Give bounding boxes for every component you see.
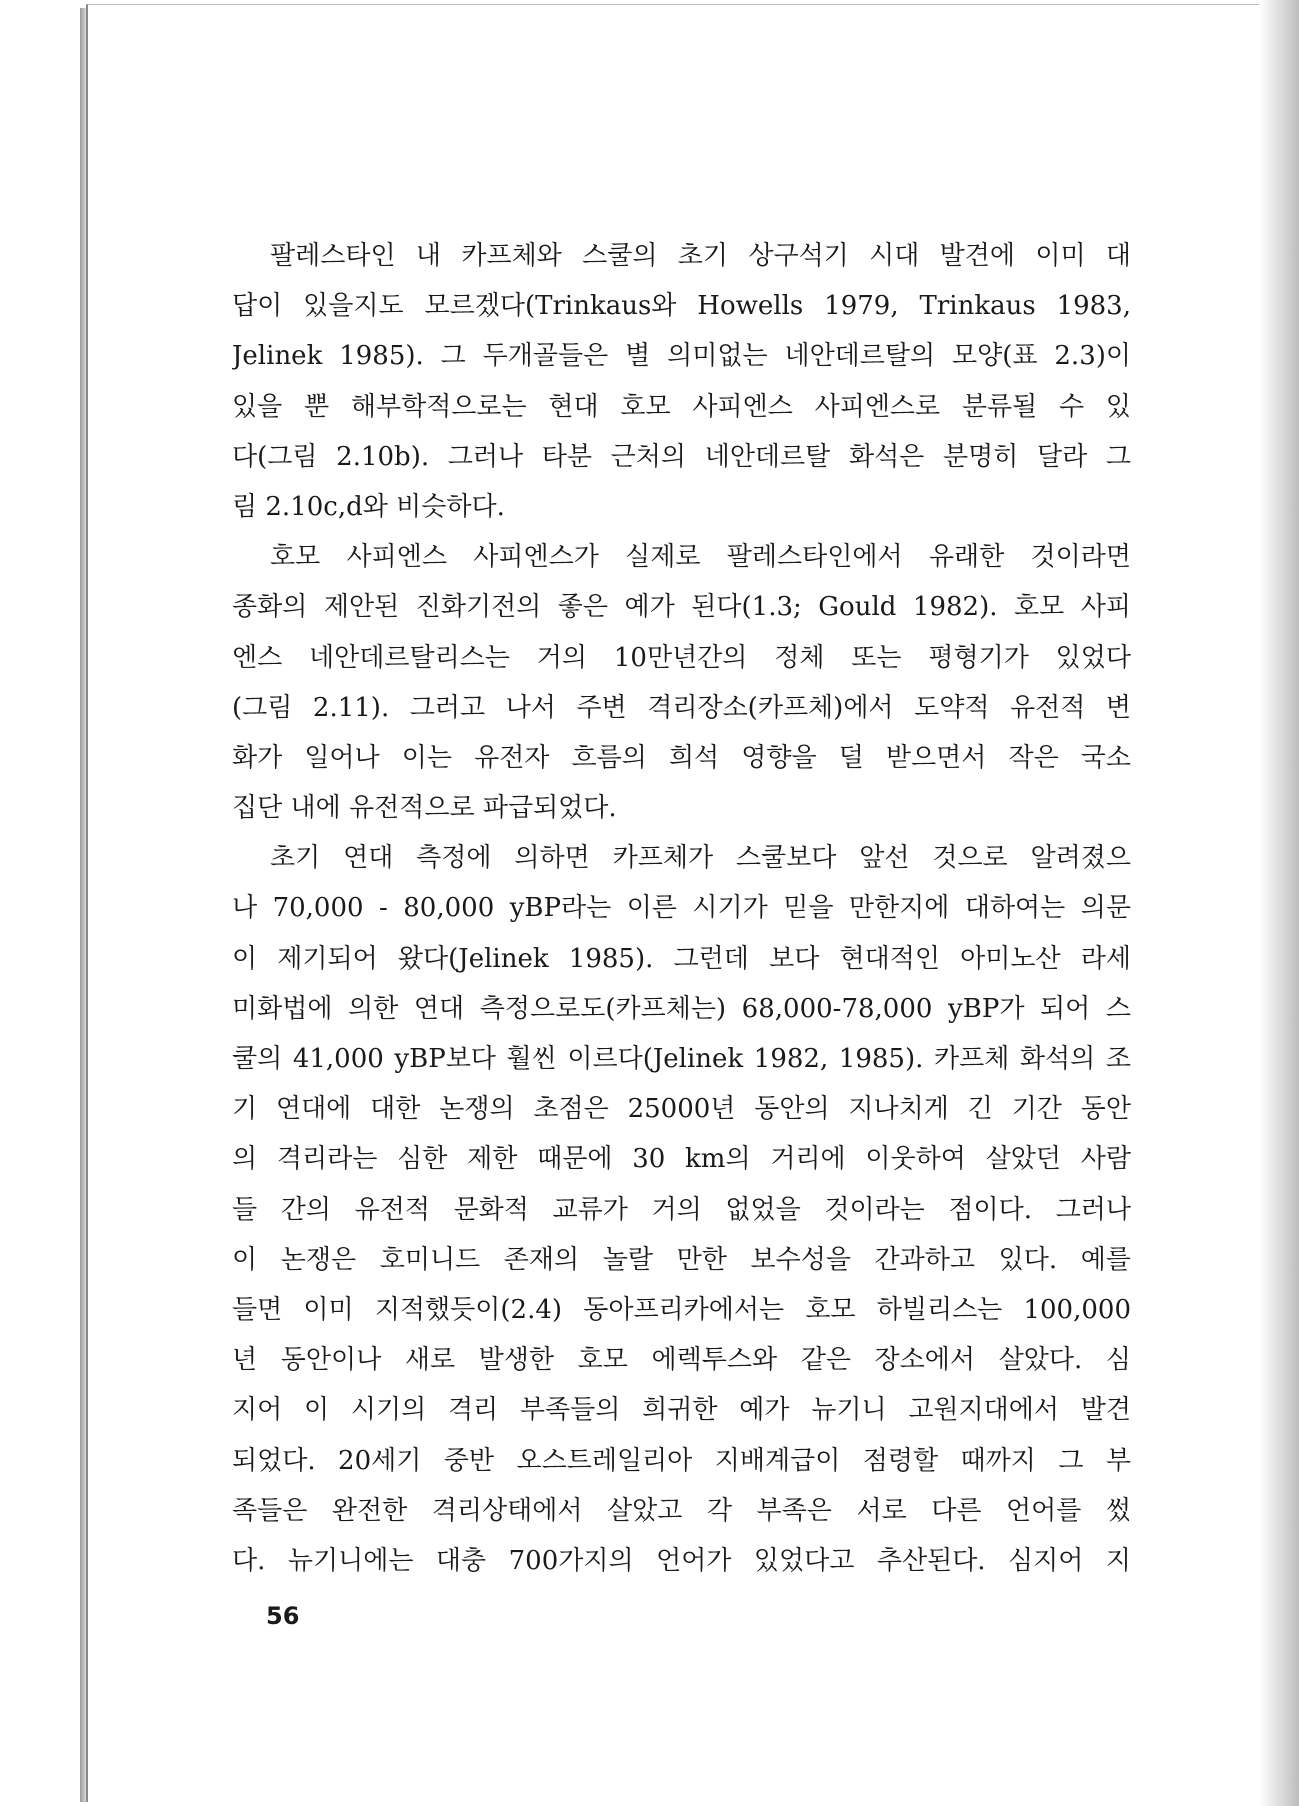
- text-line: 다(그림 2.10b). 그러나 타분 근처의 네안데르탈 화석은 분명히 달라 그: [232, 441, 1131, 472]
- text-line: 팔레스타인 내 카프체와 스쿨의 초기 상구석기 시대 발견에 이미 대: [270, 241, 1131, 271]
- text-line: 엔스 네안데르탈리스는 거의 10만년간의 정체 또는 평형기가 있었다: [232, 642, 1131, 673]
- text-line: 미화법에 의한 연대 측정으로도(카프체는) 68,000-78,000 yBP가 되어 스: [232, 993, 1131, 1024]
- text-line: 들면 이미 지적했듯이(2.4) 동아프리카에서는 호모 하빌리스는 100,000: [232, 1294, 1131, 1325]
- text-line: 족들은 완전한 격리상태에서 살았고 각 부족은 서로 다른 언어를 썼: [232, 1495, 1131, 1526]
- text-line: 나 70,000 - 80,000 yBP라는 이른 시기가 믿을 만한지에 대하여는 의문: [232, 893, 1131, 924]
- page-binding-shadow: [1259, 0, 1299, 1806]
- text-line: 초기 연대 측정에 의하면 카프체가 스쿨보다 앞선 것으로 알려졌으: [270, 843, 1131, 874]
- text-line: 쿨의 41,000 yBP보다 훨씬 이르다(Jelinek 1982, 1985). 카프체 화석의 조: [232, 1044, 1131, 1074]
- text-line: 호모 사피엔스 사피엔스가 실제로 팔레스타인에서 유래한 것이라면: [270, 542, 1131, 573]
- text-line: 되었다. 20세기 중반 오스트레일리아 지배계급이 점령할 때까지 그 부: [232, 1445, 1131, 1476]
- text-line: 있을 뿐 해부학적으로는 현대 호모 사피엔스 사피엔스로 분류될 수 있: [232, 391, 1131, 422]
- text-line: 년 동안이나 새로 발생한 호모 에렉투스와 같은 장소에서 살았다. 심: [232, 1345, 1131, 1376]
- text-line: 지어 이 시기의 격리 부족들의 희귀한 예가 뉴기니 고원지대에서 발견: [232, 1395, 1131, 1426]
- text-line: 답이 있을지도 모르겠다(Trinkaus와 Howells 1979, Trinkaus 1983,: [232, 291, 1131, 322]
- text-line: 들 간의 유전적 문화적 교류가 거의 없었을 것이라는 점이다. 그러나: [232, 1194, 1131, 1225]
- text-line: 화가 일어나 이는 유전자 흐름의 희석 영향을 덜 받으면서 작은 국소: [232, 742, 1131, 773]
- text-line: 집단 내에 유전적으로 파급되었다.: [232, 793, 617, 824]
- text-line: 종화의 제안된 진화기전의 좋은 예가 된다(1.3; Gould 1982). 호모 사피: [232, 592, 1131, 623]
- text-line: Jelinek 1985). 그 두개골들은 별 의미없는 네안데르탈의 모양(표 2.3)이: [232, 341, 1131, 372]
- text-line: 의 격리라는 심한 제한 때문에 30 km의 거리에 이웃하여 살았던 사람: [232, 1144, 1131, 1175]
- text-line: 다. 뉴기니에는 대충 700가지의 언어가 있었다고 추산된다. 심지어 지: [232, 1545, 1131, 1576]
- text-line: 이 제기되어 왔다(Jelinek 1985). 그런데 보다 현대적인 아미노산 라세: [232, 943, 1131, 974]
- text-line: 림 2.10c,d와 비슷하다.: [232, 491, 505, 522]
- page-number: 56: [266, 1602, 300, 1630]
- body-text: [232, 231, 1131, 1586]
- text-line: (그림 2.11). 그러고 나서 주변 격리장소(카프체)에서 도약적 유전적 변: [232, 692, 1131, 723]
- text-line: 이 논쟁은 호미니드 존재의 놀랄 만한 보수성을 간과하고 있다. 예를: [232, 1244, 1131, 1275]
- text-line: 기 연대에 대한 논쟁의 초점은 25000년 동안의 지나치게 긴 기간 동안: [232, 1094, 1131, 1125]
